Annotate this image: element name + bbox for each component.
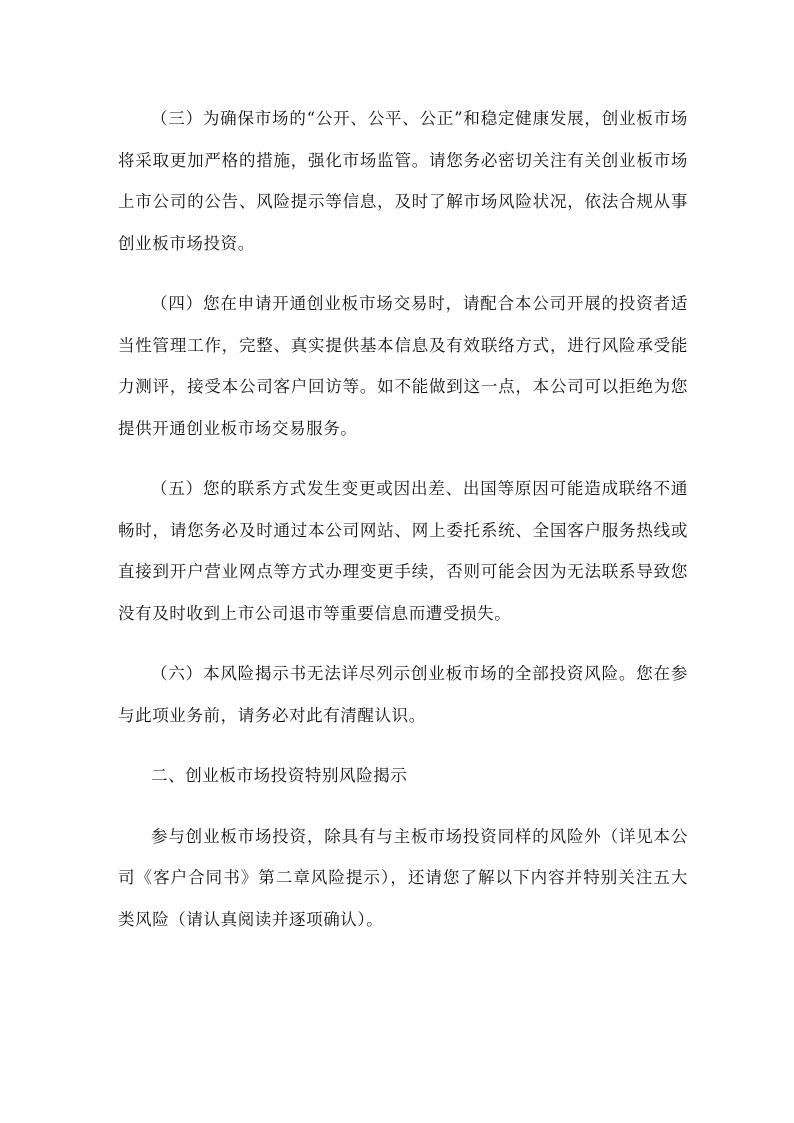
document-body — [118, 98, 688, 959]
paragraph-section-4: （四）您在申请开通创业板市场交易时，请配合本公司开展的投资者适当性管理工作，完整、真实提供基本信息及有效联络方式，进行风险承受能力测评，接受本公司客户回访等。如不能做到这一点，本公司可以拒绝为您提供开通创业板市场交易服务。 — [118, 294, 688, 438]
section-heading-special-risk: 二、创业板市场投资特别风险揭示 — [151, 766, 408, 785]
paragraph-section-3: （三）为确保市场的“公开、公平、公正”和稳定健康发展，创业板市场将采取更加严格的措施，强化市场监管。请您务必密切关注有关创业板市场上市公司的公告、风险提示等信息，及时了解市场风险状况，依法合规从事创业板市场投资。 — [118, 109, 688, 253]
paragraph-special-risk-intro: 参与创业板市场投资，除具有与主板市场投资同样的风险外（详见本公司《客户合同书》第二章风险提示），还请您了解以下内容并特别关注五大类风险（请认真阅读并逐项确认）。 — [118, 826, 688, 929]
paragraph-section-6: （六）本风险揭示书无法详尽列示创业板市场的全部投资风险。您在参与此项业务前，请务必对此有清醒认识。 — [118, 664, 688, 725]
paragraph-section-5: （五）您的联系方式发生变更或因出差、出国等原因可能造成联络不通畅时，请您务必及时通过本公司网站、网上委托系统、全国客户服务热线或直接到开户营业网点等方式办理变更手续，否则可能会因为无法联系导致您没有及时收到上市公司退市等重要信息而遭受损失。 — [118, 479, 688, 623]
